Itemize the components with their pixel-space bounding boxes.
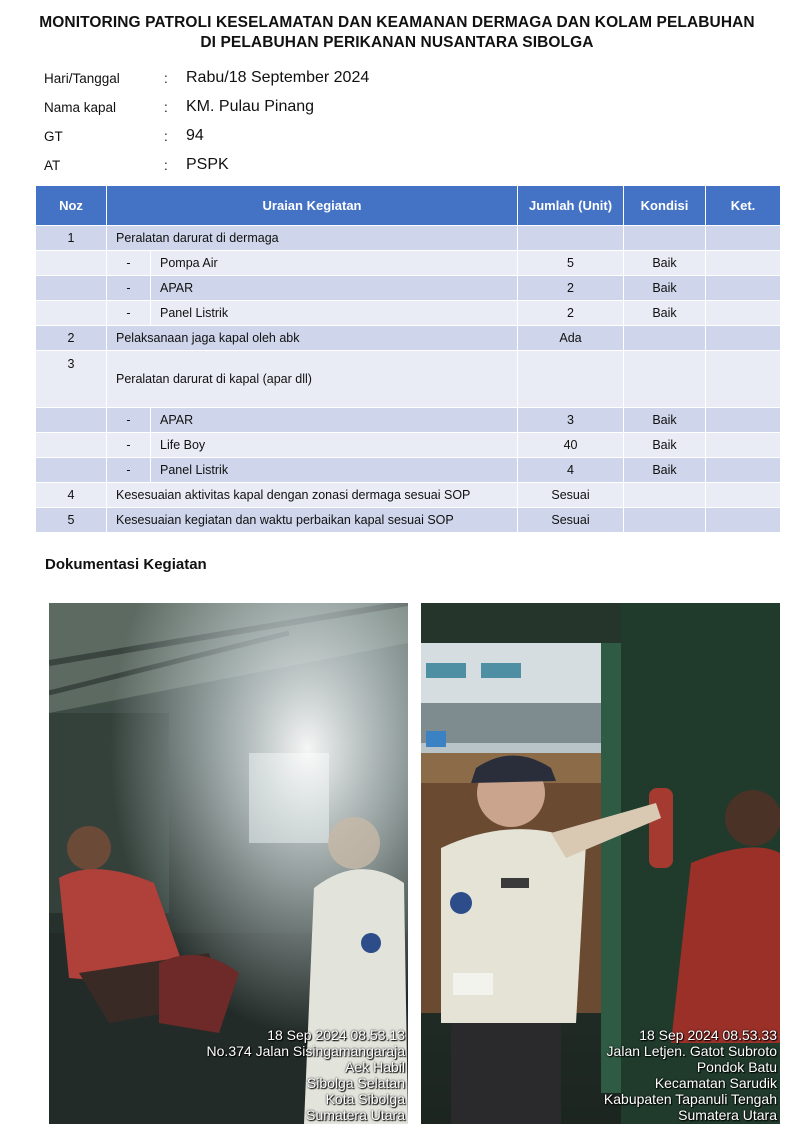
info-label: AT	[44, 157, 61, 173]
row-condition: Baik	[624, 276, 706, 301]
row-condition: Baik	[624, 408, 706, 433]
row-description: Pelaksanaan jaga kapal oleh abk	[107, 326, 518, 351]
row-quantity: Ada	[518, 326, 624, 351]
header-condition: Kondisi	[624, 186, 706, 226]
row-remarks	[706, 433, 781, 458]
table-row	[36, 483, 781, 508]
row-quantity: 2	[518, 276, 624, 301]
row-no	[36, 408, 107, 433]
info-colon: :	[164, 99, 168, 115]
title-line-1: MONITORING PATROLI KESELAMATAN DAN KEAMANAN DERMAGA DAN KOLAM PELABUHAN	[39, 14, 755, 31]
table-row	[36, 301, 781, 326]
row-dash: -	[107, 251, 151, 276]
header-description: Uraian Kegiatan	[107, 186, 518, 226]
info-row-ship-name	[44, 96, 314, 118]
stamp-line: Sumatera Utara	[306, 1107, 405, 1123]
monitoring-table	[35, 185, 781, 533]
row-remarks	[706, 458, 781, 483]
row-dash: -	[107, 458, 151, 483]
row-condition	[624, 508, 706, 533]
info-row-gt	[44, 125, 204, 147]
row-condition: Baik	[624, 301, 706, 326]
row-no	[36, 301, 107, 326]
row-dash: -	[107, 276, 151, 301]
row-remarks	[706, 301, 781, 326]
stamp-line: Kota Sibolga	[325, 1091, 405, 1107]
stamp-line: Jalan Letjen. Gatot Subroto	[606, 1043, 777, 1059]
info-colon: :	[164, 70, 168, 86]
row-description: APAR	[151, 408, 518, 433]
section-title-documentation: Dokumentasi Kegiatan	[45, 556, 207, 573]
table-row	[36, 326, 781, 351]
row-quantity: Sesuai	[518, 483, 624, 508]
header-remarks: Ket.	[706, 186, 781, 226]
info-label: Nama kapal	[44, 99, 117, 115]
info-value: KM. Pulau Pinang	[186, 98, 315, 115]
row-condition	[624, 483, 706, 508]
photo-1-timestamp	[207, 1027, 405, 1123]
row-quantity: 4	[518, 458, 624, 483]
row-description: Kesesuaian kegiatan dan waktu perbaikan kapal sesuai SOP	[107, 508, 518, 533]
table-row	[36, 351, 781, 408]
table-row	[36, 251, 781, 276]
documentation-photo-1	[49, 603, 408, 1124]
row-quantity: 40	[518, 433, 624, 458]
row-remarks	[706, 508, 781, 533]
header-no: Noz	[36, 186, 107, 226]
row-description: Peralatan darurat di dermaga	[107, 226, 518, 251]
row-quantity: Sesuai	[518, 508, 624, 533]
stamp-line: Sumatera Utara	[678, 1107, 777, 1123]
row-condition: Baik	[624, 458, 706, 483]
stamp-line: 18 Sep 2024 08.53.13	[267, 1027, 405, 1043]
row-no	[36, 433, 107, 458]
row-condition	[624, 326, 706, 351]
stamp-line: Aek Habil	[345, 1059, 405, 1075]
table-row	[36, 408, 781, 433]
row-remarks	[706, 483, 781, 508]
row-dash: -	[107, 433, 151, 458]
table-row	[36, 276, 781, 301]
row-quantity	[518, 351, 624, 408]
photo-2-timestamp	[604, 1027, 777, 1123]
row-description: Kesesuaian aktivitas kapal dengan zonasi dermaga sesuai SOP	[107, 483, 518, 508]
row-no	[36, 458, 107, 483]
stamp-line: No.374 Jalan Sisingamangaraja	[206, 1043, 405, 1059]
table-row	[36, 458, 781, 483]
info-row-at	[44, 154, 229, 176]
row-no: 5	[36, 508, 107, 533]
row-quantity	[518, 226, 624, 251]
stamp-line: Pondok Batu	[696, 1059, 777, 1075]
documentation-photo-2	[421, 603, 780, 1124]
row-dash: -	[107, 301, 151, 326]
info-colon: :	[164, 128, 168, 144]
stamp-line: 18 Sep 2024 08.53.33	[639, 1027, 777, 1043]
document-title	[0, 13, 794, 53]
row-description: Life Boy	[151, 433, 518, 458]
row-quantity: 3	[518, 408, 624, 433]
row-no: 2	[36, 326, 107, 351]
row-description: Peralatan darurat di kapal (apar dll)	[107, 351, 518, 408]
row-remarks	[706, 251, 781, 276]
info-label: GT	[44, 128, 63, 144]
table-row	[36, 433, 781, 458]
row-no	[36, 276, 107, 301]
row-description: Pompa Air	[151, 251, 518, 276]
row-dash: -	[107, 408, 151, 433]
row-remarks	[706, 408, 781, 433]
table-header-row	[36, 186, 781, 226]
table-row	[36, 226, 781, 251]
row-condition: Baik	[624, 433, 706, 458]
stamp-line: Kecamatan Sarudik	[654, 1075, 777, 1091]
stamp-line: Sibolga Selatan	[306, 1075, 405, 1091]
row-quantity: 2	[518, 301, 624, 326]
info-row-date	[44, 67, 369, 89]
info-value: PSPK	[186, 156, 229, 173]
row-no: 4	[36, 483, 107, 508]
info-value: Rabu/18 September 2024	[186, 69, 370, 86]
row-no: 3	[36, 351, 107, 408]
header-quantity: Jumlah (Unit)	[518, 186, 624, 226]
info-label: Hari/Tanggal	[44, 70, 120, 86]
row-quantity: 5	[518, 251, 624, 276]
row-description: APAR	[151, 276, 518, 301]
row-remarks	[706, 326, 781, 351]
row-remarks	[706, 351, 781, 408]
row-condition	[624, 226, 706, 251]
info-colon: :	[164, 157, 168, 173]
row-no	[36, 251, 107, 276]
stamp-line: Kabupaten Tapanuli Tengah	[603, 1091, 777, 1107]
row-no: 1	[36, 226, 107, 251]
row-condition	[624, 351, 706, 408]
row-remarks	[706, 226, 781, 251]
table-row	[36, 508, 781, 533]
row-remarks	[706, 276, 781, 301]
row-condition: Baik	[624, 251, 706, 276]
info-value: 94	[186, 127, 204, 144]
row-description: Panel Listrik	[151, 301, 518, 326]
row-description: Panel Listrik	[151, 458, 518, 483]
title-line-2: DI PELABUHAN PERIKANAN NUSANTARA SIBOLGA	[200, 34, 594, 51]
